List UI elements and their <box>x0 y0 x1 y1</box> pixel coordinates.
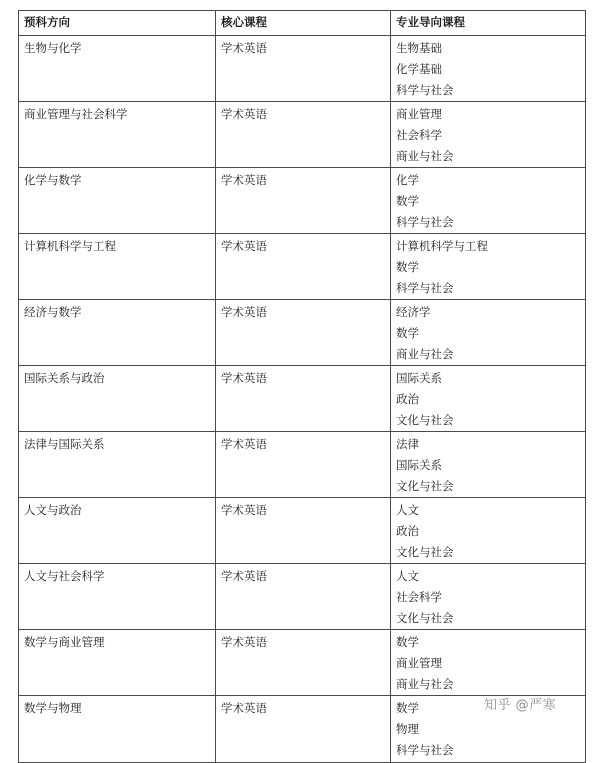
cell-direction: 国际关系与政治 <box>19 366 216 432</box>
course-item: 经济学 <box>396 305 431 319</box>
cell-courses <box>391 168 586 234</box>
course-item: 数学 <box>396 635 419 649</box>
cell-courses <box>391 630 586 696</box>
cell-core: 学术英语 <box>216 366 391 432</box>
course-item: 社会科学 <box>396 590 442 604</box>
course-item: 生物基础 <box>396 41 442 55</box>
cell-core: 学术英语 <box>216 498 391 564</box>
course-item: 人文 <box>396 503 419 517</box>
course-item: 商业管理 <box>396 107 442 121</box>
course-table <box>18 10 586 763</box>
header-major-courses: 专业导向课程 <box>391 11 586 36</box>
course-item: 数学 <box>396 260 419 274</box>
course-item: 数学 <box>396 194 419 208</box>
cell-direction: 人文与政治 <box>19 498 216 564</box>
cell-core: 学术英语 <box>216 234 391 300</box>
table-row <box>19 564 586 630</box>
course-item: 国际关系 <box>396 371 442 385</box>
course-item: 法律 <box>396 437 419 451</box>
cell-core: 学术英语 <box>216 630 391 696</box>
table-row <box>19 168 586 234</box>
table-row <box>19 234 586 300</box>
table-row <box>19 366 586 432</box>
table-row <box>19 102 586 168</box>
course-item: 政治 <box>396 392 419 406</box>
course-item: 科学与社会 <box>396 215 454 229</box>
cell-core: 学术英语 <box>216 432 391 498</box>
cell-direction: 法律与国际关系 <box>19 432 216 498</box>
cell-direction: 数学与物理 <box>19 696 216 763</box>
table-row <box>19 498 586 564</box>
cell-direction: 化学与数学 <box>19 168 216 234</box>
course-item: 数学 <box>396 701 419 715</box>
course-item: 商业与社会 <box>396 149 454 163</box>
cell-direction: 计算机科学与工程 <box>19 234 216 300</box>
course-item: 科学与社会 <box>396 743 454 757</box>
cell-courses <box>391 234 586 300</box>
cell-core: 学术英语 <box>216 36 391 102</box>
course-item: 科学与社会 <box>396 281 454 295</box>
cell-courses <box>391 564 586 630</box>
header-core-course: 核心课程 <box>216 11 391 36</box>
course-item: 文化与社会 <box>396 545 454 559</box>
cell-courses <box>391 366 586 432</box>
cell-direction: 商业管理与社会科学 <box>19 102 216 168</box>
course-item: 社会科学 <box>396 128 442 142</box>
cell-core: 学术英语 <box>216 696 391 763</box>
course-item: 商业与社会 <box>396 677 454 691</box>
course-item: 数学 <box>396 326 419 340</box>
cell-courses <box>391 102 586 168</box>
course-item: 科学与社会 <box>396 83 454 97</box>
cell-core: 学术英语 <box>216 300 391 366</box>
table-row <box>19 300 586 366</box>
cell-courses <box>391 498 586 564</box>
course-item: 化学基础 <box>396 62 442 76</box>
course-item: 物理 <box>396 722 419 736</box>
header-direction: 预科方向 <box>19 11 216 36</box>
course-item: 化学 <box>396 173 419 187</box>
cell-core: 学术英语 <box>216 564 391 630</box>
cell-courses <box>391 300 586 366</box>
course-item: 人文 <box>396 569 419 583</box>
table-header-row <box>19 11 586 36</box>
course-item: 文化与社会 <box>396 611 454 625</box>
course-item: 商业管理 <box>396 656 442 670</box>
cell-courses <box>391 36 586 102</box>
course-item: 商业与社会 <box>396 347 454 361</box>
course-item: 政治 <box>396 524 419 538</box>
cell-core: 学术英语 <box>216 102 391 168</box>
zhihu-watermark: 知乎 @严寒 <box>484 698 557 713</box>
cell-courses <box>391 432 586 498</box>
cell-direction: 人文与社会科学 <box>19 564 216 630</box>
cell-direction: 生物与化学 <box>19 36 216 102</box>
table-row <box>19 630 586 696</box>
course-item: 国际关系 <box>396 458 442 472</box>
course-item: 文化与社会 <box>396 413 454 427</box>
cell-direction: 数学与商业管理 <box>19 630 216 696</box>
course-item: 文化与社会 <box>396 479 454 493</box>
course-table-container <box>18 10 585 763</box>
table-row <box>19 432 586 498</box>
cell-direction: 经济与数学 <box>19 300 216 366</box>
course-item: 计算机科学与工程 <box>396 239 488 253</box>
table-row <box>19 36 586 102</box>
cell-core: 学术英语 <box>216 168 391 234</box>
